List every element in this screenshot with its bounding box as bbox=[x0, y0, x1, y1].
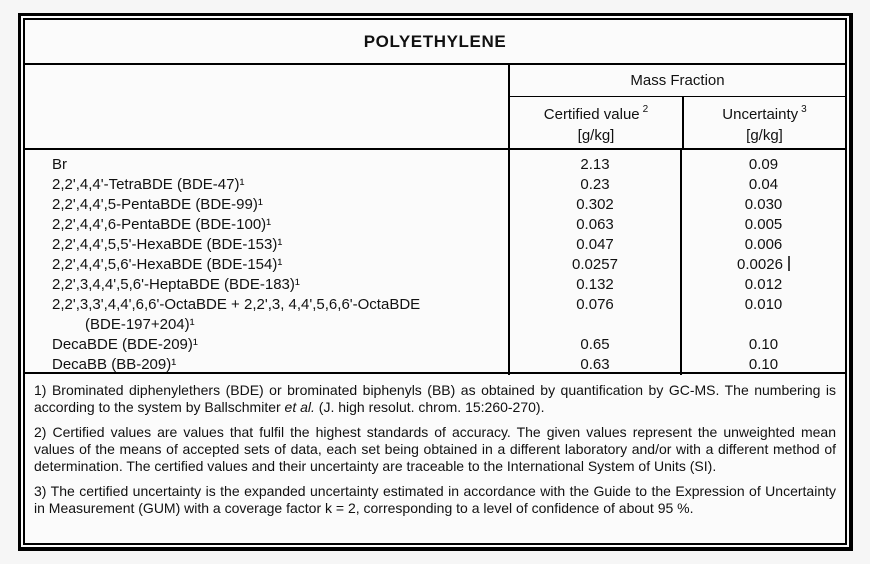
header-subcolumns bbox=[510, 97, 845, 148]
analyte-name: 2,2',4,4',5,6'-HexaBDE (BDE-154)¹ bbox=[52, 256, 283, 273]
certified-value-cell: 2.13 bbox=[580, 156, 610, 173]
certified-value-cell: 0.076 bbox=[576, 296, 614, 313]
uncertainty-header-label bbox=[722, 100, 806, 125]
uncertainty-cell: 0.010 bbox=[744, 296, 783, 313]
uncertainty-cell: 0.10 bbox=[748, 356, 779, 373]
certified-value-header-text: Certified value bbox=[543, 105, 640, 123]
analyte-name: Br bbox=[52, 156, 67, 173]
analyte-name: 2,2',4,4',5-PentaBDE (BDE-99)¹ bbox=[52, 196, 263, 213]
footnote-ref-3: 3 bbox=[801, 103, 807, 115]
analyte-name: 2,2',4,4',5,5'-HexaBDE (BDE-153)¹ bbox=[52, 236, 283, 253]
certificate-table bbox=[18, 13, 853, 551]
footnote-3: 3) The certified uncertainty is the expanded uncertainty estimated in accordance with the Guide to the Expression of Uncertainty in Measurement (GUM) with a coverage factor k = 2, corresponding to a level of confidence of about 95 %. bbox=[34, 483, 836, 516]
certified-value-cell: 0.132 bbox=[576, 276, 614, 293]
certified-value-cell: 0.63 bbox=[580, 356, 610, 373]
certified-value-cell: 0.063 bbox=[576, 216, 614, 233]
text-cursor-artifact bbox=[788, 256, 790, 271]
analyte-name: 2,2',3,3',4,4',6,6'-OctaBDE + 2,2',3, 4,4',5,6,6'-OctaBDE bbox=[52, 296, 421, 313]
header-stub-cell bbox=[25, 65, 508, 148]
mass-fraction-label: Mass Fraction bbox=[510, 65, 845, 97]
title-row bbox=[25, 20, 845, 65]
analyte-name-column bbox=[25, 150, 508, 375]
empty-cell bbox=[682, 315, 845, 335]
table-body bbox=[25, 150, 845, 372]
empty-cell bbox=[510, 315, 680, 335]
uncertainty-cell: 0.04 bbox=[748, 176, 779, 193]
certificate-table-inner bbox=[23, 18, 847, 545]
table-header bbox=[25, 65, 845, 150]
uncertainty-cell: 0.10 bbox=[748, 336, 779, 353]
uncertainty-header bbox=[682, 97, 845, 148]
uncertainty-column bbox=[680, 150, 845, 375]
footnote-2: 2) Certified values are values that fulfil the highest standards of accuracy. The given values represent the unweighted mean values of the means of accepted sets of data, each set being obtained in a different laboratory and/or with a different method of determination. The certified values and their uncertainty are traceable to the International System of Units (SI). bbox=[34, 424, 836, 474]
certified-value-cell: 0.302 bbox=[576, 196, 614, 213]
footnote-ref-2: 2 bbox=[642, 103, 649, 115]
page-title: POLYETHYLENE bbox=[363, 31, 507, 51]
footnote-1-etal: et al. bbox=[284, 399, 315, 415]
certified-value-cell: 0.0257 bbox=[572, 256, 618, 273]
uncertainty-value: 0.0026 bbox=[737, 256, 783, 273]
footnote-1-citation: (J. high resolut. chrom. 15:260-270). bbox=[314, 399, 545, 415]
analyte-name: 2,2',4,4'-TetraBDE (BDE-47)¹ bbox=[52, 176, 245, 193]
certified-value-cell: 0.23 bbox=[580, 176, 610, 193]
certified-value-header bbox=[510, 97, 682, 148]
certified-value-unit: [g/kg] bbox=[577, 126, 615, 144]
uncertainty-cell: 0.09 bbox=[748, 156, 779, 173]
analyte-name: DecaBDE (BDE-209)¹ bbox=[52, 336, 198, 353]
uncertainty-cell: 0.005 bbox=[744, 216, 783, 233]
uncertainty-cell: 0.006 bbox=[744, 236, 783, 253]
footnotes-section bbox=[25, 372, 845, 543]
footnote-1-text: 1) Brominated diphenylethers (BDE) or brominated biphenyls (BB) as obtained by quantification by GC-MS. The numbering is according to the system by Ballschmiter bbox=[34, 382, 836, 415]
analyte-name: DecaBB (BB-209)¹ bbox=[52, 356, 177, 373]
mass-fraction-group bbox=[508, 65, 845, 148]
analyte-name: 2,2',3,4,4',5,6'-HeptaBDE (BDE-183)¹ bbox=[52, 276, 300, 293]
analyte-name: 2,2',4,4',6-PentaBDE (BDE-100)¹ bbox=[52, 216, 272, 233]
uncertainty-cell bbox=[682, 255, 845, 275]
certified-value-cell: 0.047 bbox=[576, 236, 614, 253]
certified-value-header-label bbox=[544, 100, 648, 125]
analyte-name-continued: (BDE-197+204)¹ bbox=[85, 316, 195, 333]
uncertainty-header-text: Uncertainty bbox=[722, 105, 799, 123]
certified-value-column bbox=[508, 150, 680, 375]
uncertainty-unit: [g/kg] bbox=[746, 126, 783, 144]
uncertainty-cell: 0.030 bbox=[744, 196, 783, 213]
certified-value-cell: 0.65 bbox=[580, 336, 610, 353]
uncertainty-cell: 0.012 bbox=[744, 276, 783, 293]
footnote-1 bbox=[34, 382, 836, 416]
